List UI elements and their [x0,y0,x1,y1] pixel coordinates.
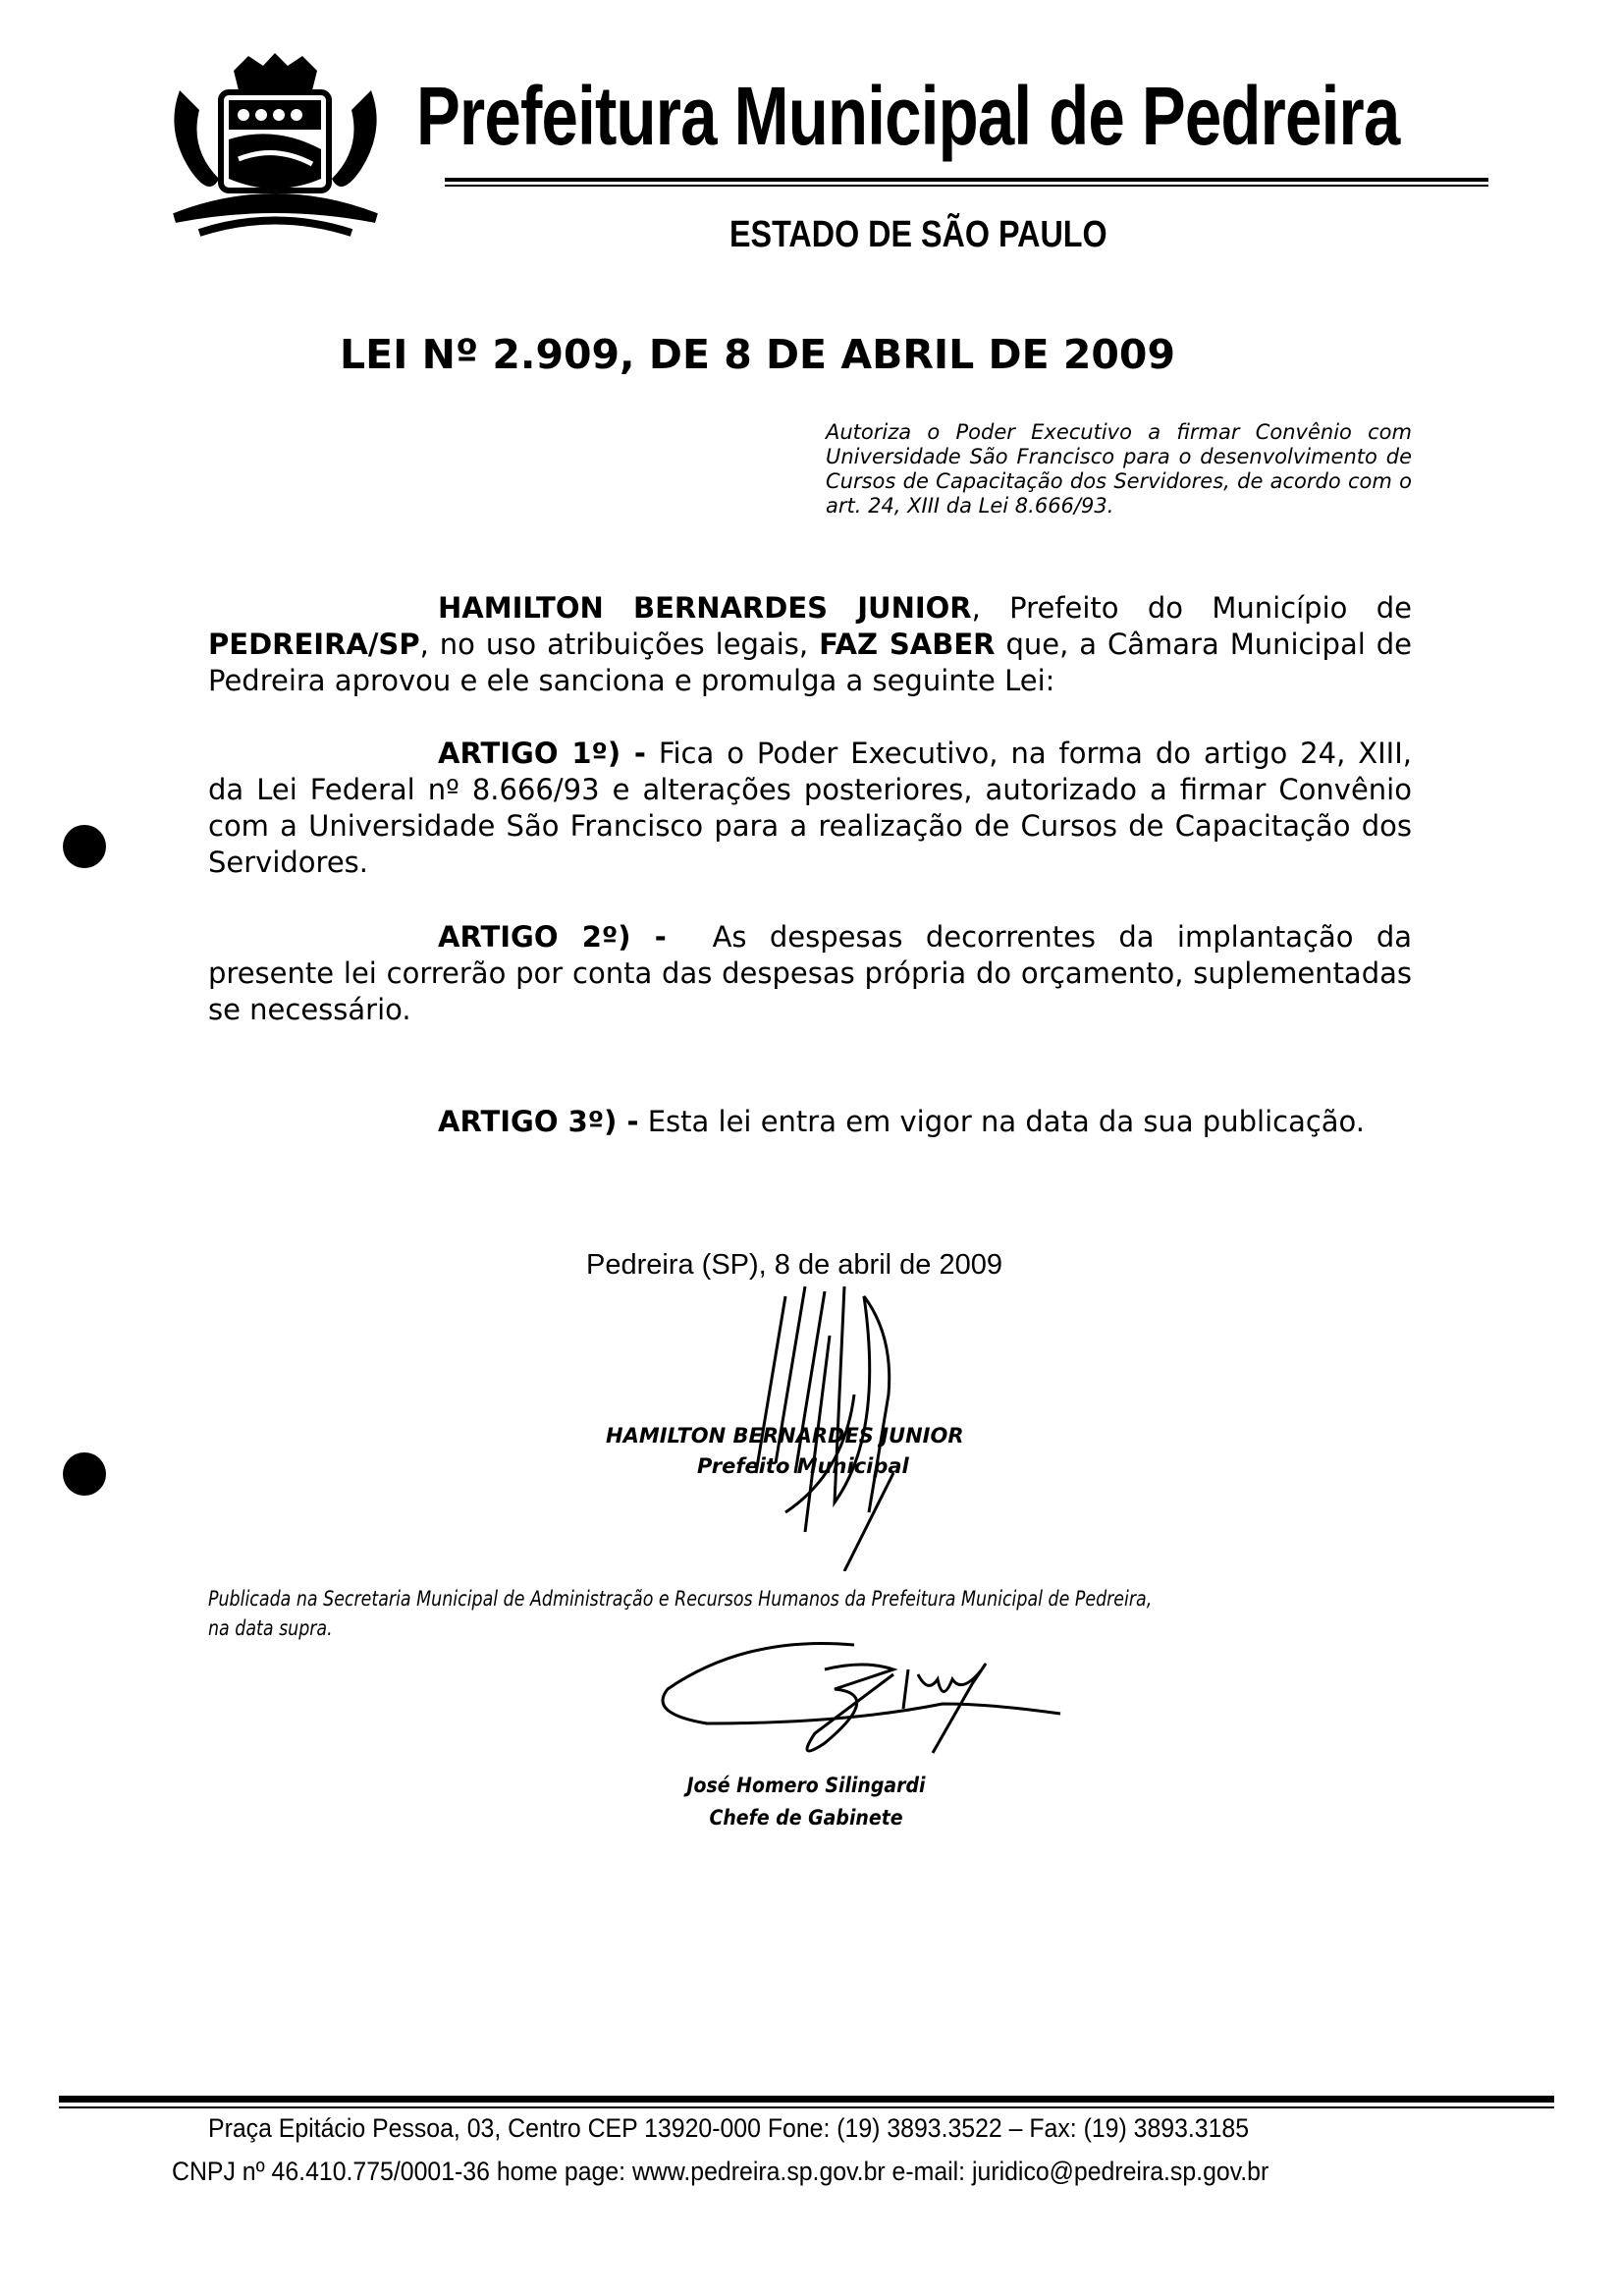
preamble-text: que, a Câmara Municipal de Pedreira aprovou e ele sanciona e promulga a seguinte Lei: [208,628,1413,697]
preamble-text: , no uso atribuições legais, [419,628,820,661]
publication-line-2: na data supra. [208,1616,333,1640]
law-title: LEI Nº 2.909, DE 8 DE ABRIL DE 2009 [340,331,1175,378]
preamble-text: , Prefeito do Município de [971,591,1412,625]
article-label: ARTIGO 1º) - [438,737,646,770]
article-2 [208,919,1422,1028]
header-rule [445,178,1488,182]
article-text: As despesas decorrentes da implantação da presente lei correrão por conta das despesas própria do orçamento, suplementadas se necessário. [208,920,1422,1026]
footer-rule-thin [59,2106,1554,2108]
article-text: Esta lei entra em vigor na data da sua publicação. [638,1105,1366,1138]
secondary-signatory-role: Chefe de Gabinete [709,1806,903,1830]
article-label: ARTIGO 2º) - [438,920,667,954]
faz-saber: FAZ SABER [819,628,996,661]
header-title: Prefeitura Municipal de Pedreira [416,70,1400,162]
publication-line-1: Publicada na Secretaria Municipal de Administração e Recursos Humanos da Prefeitura Municipal de Pedreira, [208,1587,1153,1611]
article-3 [208,1104,1412,1140]
signatory-name: HAMILTON BERNARDES JUNIOR [606,1424,964,1448]
article-1 [208,736,1412,881]
date-line: Pedreira (SP), 8 de abril de 2009 [586,1249,1002,1281]
footer-address: Praça Epitácio Pessoa, 03, Centro CEP 13920-000 Fone: (19) 3893.3522 – Fax: (19) 3893.3185 [208,2113,1250,2143]
chief-signature [648,1635,1080,1773]
law-summary: Autoriza o Poder Executivo a firmar Convênio com Universidade São Francisco para o desenvolvimento de Cursos de Capacitação dos Servidores, de acordo com o art. 24, XIII da Lei 8.666/93. [826,420,1412,518]
header-state: ESTADO DE SÃO PAULO [729,214,1107,255]
header-rule-thin [445,185,1488,187]
mayor-name: HAMILTON BERNARDES JUNIOR [438,591,972,625]
publication-note [208,1584,1152,1643]
article-text: Fica o Poder Executivo, na forma do artigo 24, XIII, da Lei Federal nº 8.666/93 e alterações posteriores, autorizado a firmar Convênio com a Universidade São Francisco para a realização de Cursos de Capacitação dos Servidores. [208,737,1412,879]
secondary-signatory [678,1770,935,1834]
signatory-role: Prefeito Municipal [697,1454,909,1478]
punch-hole [63,1452,106,1496]
footer-contact: CNPJ nº 46.410.775/0001-36 home page: www.pedreira.sp.gov.br e-mail: juridico@pedreira.sp.gov.br [172,2157,1269,2186]
punch-hole [63,825,106,868]
coat-of-arms-logo [160,51,391,252]
preamble [208,590,1412,699]
secondary-signatory-name: José Homero Silingardi [686,1774,926,1797]
footer-rule [59,2096,1554,2103]
article-label: ARTIGO 3º) - [438,1105,639,1138]
city-name: PEDREIRA/SP [208,628,420,661]
